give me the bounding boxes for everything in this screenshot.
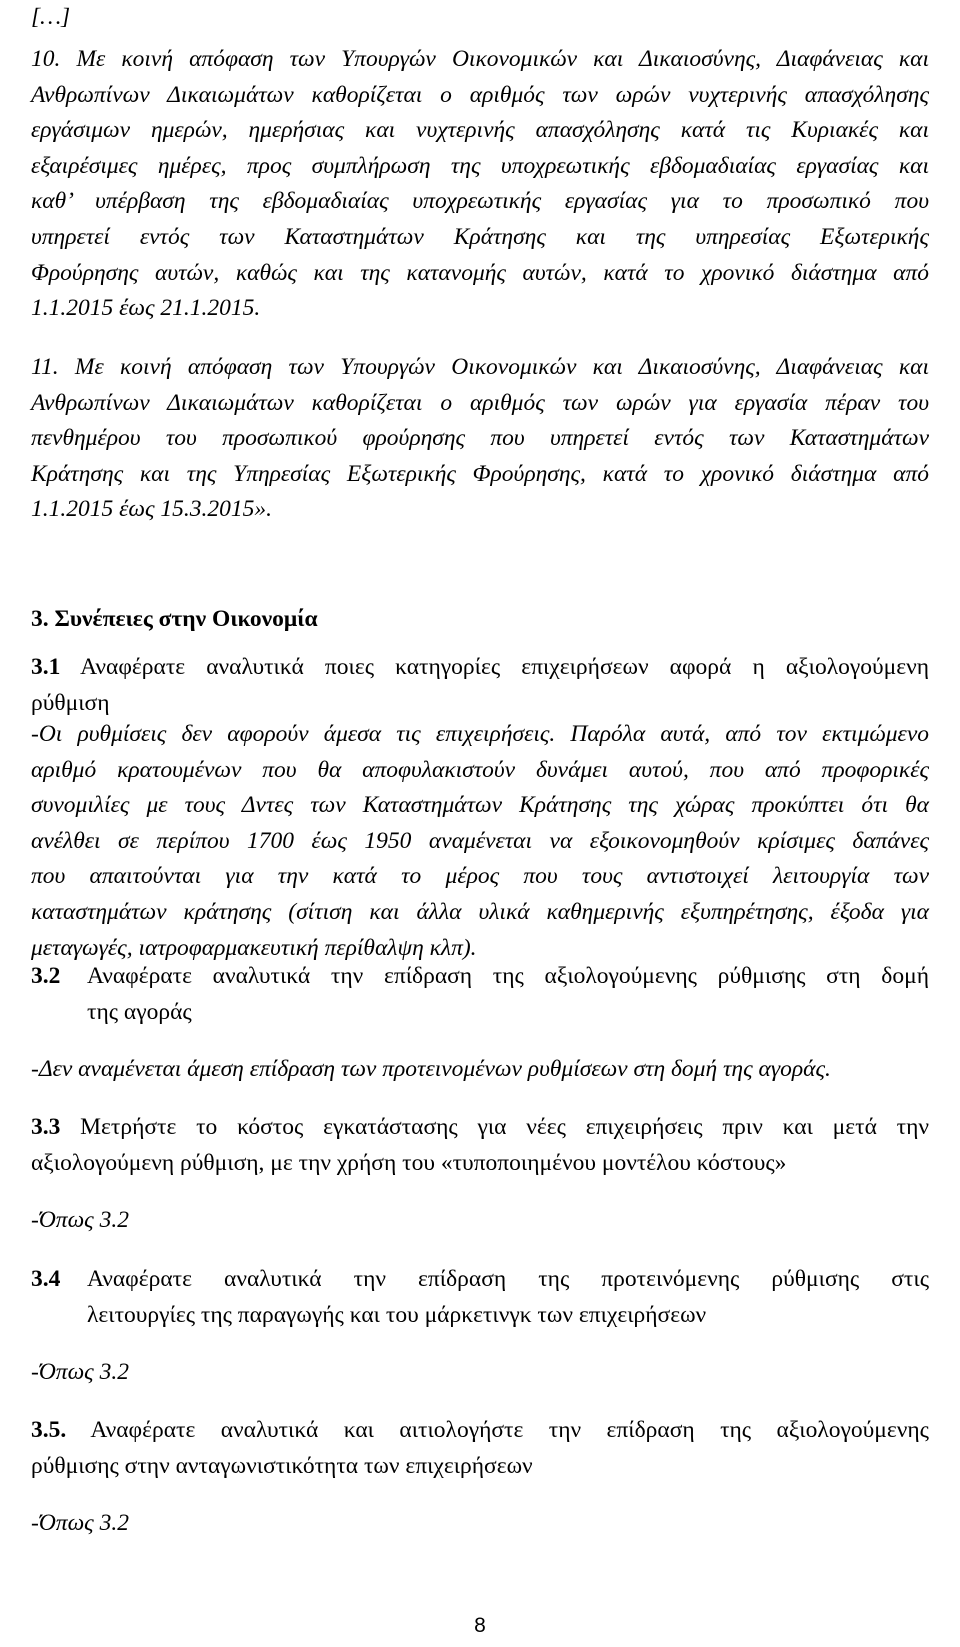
answer-3-3: -Όπως 3.2 bbox=[31, 1207, 129, 1233]
question-text: της αγοράς bbox=[87, 998, 192, 1025]
question-3-2 bbox=[31, 959, 929, 1030]
paragraph-11 bbox=[31, 350, 929, 528]
text-line: καθ’ υπέρβαση της εβδομαδιαίας υποχρεωτικής εργασίας για το προσωπικό που bbox=[31, 188, 929, 215]
section-heading: 3. Συνέπειες στην Οικονομία bbox=[31, 606, 318, 632]
question-number: 3.5. bbox=[31, 1417, 67, 1443]
page-number: 8 bbox=[474, 1614, 486, 1637]
question-text: ρύθμιση bbox=[31, 689, 110, 716]
text-line: υπηρετεί εντός των Καταστημάτων Κράτησης και της υπηρεσίας Εξωτερικής bbox=[31, 223, 929, 250]
text-line: πενθημέρου του προσωπικού φρούρησης που υπηρετεί εντός των Καταστημάτων bbox=[31, 425, 929, 452]
text-line: συνομιλίες με τους Δντες των Καταστημάτων Κράτησης της χώρας προκύπτει ότι θα bbox=[31, 792, 929, 819]
question-text: ρύθμισης στην ανταγωνιστικότητα των επιχειρήσεων bbox=[31, 1452, 533, 1479]
question-text: Αναφέρατε αναλυτικά την επίδραση της προτεινόμενης ρύθμισης στις bbox=[87, 1266, 929, 1292]
question-text: λειτουργίες της παραγωγής και του μάρκετινγκ των επιχειρήσεων bbox=[87, 1301, 707, 1328]
text-line: Ανθρωπίνων Δικαιωμάτων καθορίζεται ο αριθμός των ωρών για εργασία πέραν του bbox=[31, 389, 929, 416]
question-text: αξιολογούμενη ρύθμιση, με την χρήση του «τυποποιημένου μοντέλου κόστους» bbox=[31, 1149, 787, 1176]
text-line: αριθμό κρατουμένων που θα αποφυλακιστούν δυνάμει αυτού, που από προφορικές bbox=[31, 756, 929, 783]
question-number: 3.3 bbox=[31, 1114, 61, 1140]
text-line: ανέλθει σε περίπου 1700 έως 1950 αναμένεται να εξοικονομηθούν κρίσιμες δαπάνες bbox=[31, 827, 929, 854]
question-number: 3.4 bbox=[31, 1266, 61, 1292]
text-line: 10. Με κοινή απόφαση των Υπουργών Οικονομικών και Δικαιοσύνης, Διαφάνειας και bbox=[31, 46, 929, 72]
text-line: καταστημάτων κράτησης (σίτιση και άλλα υλικά καθημερινής εξυπηρέτησης, έξοδα για bbox=[31, 898, 929, 925]
text-line: 1.1.2015 έως 15.3.2015». bbox=[31, 496, 273, 523]
answer-3-5: -Όπως 3.2 bbox=[31, 1510, 129, 1536]
text-line: εξαιρέσιμες ημέρες, προς συμπλήρωση της υποχρεωτικής εβδομαδιαίας εργασίας και bbox=[31, 152, 929, 179]
question-3-5 bbox=[31, 1413, 929, 1484]
text-line: 11. Με κοινή απόφαση των Υπουργών Οικονομικών και Δικαιοσύνης, Διαφάνειας και bbox=[31, 354, 929, 380]
text-line: -Οι ρυθμίσεις δεν αφορούν άμεσα τις επιχειρήσεις. Παρόλα αυτά, από τον εκτιμώμενο bbox=[31, 721, 929, 747]
text-line: Φρούρησης αυτών, καθώς και της κατανομής αυτών, κατά το χρονικό διάστημα από bbox=[31, 259, 929, 286]
paragraph-10 bbox=[31, 42, 929, 327]
question-text: Μετρήστε το κόστος εγκατάστασης για νέες επιχειρήσεις πριν και μετά την bbox=[60, 1114, 929, 1140]
question-number: 3.2 bbox=[31, 963, 61, 989]
answer-3-4: -Όπως 3.2 bbox=[31, 1359, 129, 1385]
answer-3-1 bbox=[31, 717, 929, 966]
text-line: Κράτησης και της Υπηρεσίας Εξωτερικής Φρούρησης, κατά το χρονικό διάστημα από bbox=[31, 460, 929, 487]
question-3-4 bbox=[31, 1262, 929, 1333]
text-line: που απαιτούνται για την κατά το μέρος που τους αντιστοιχεί λειτουργία των bbox=[31, 863, 929, 890]
answer-3-2: -Δεν αναμένεται άμεση επίδραση των προτεινομένων ρυθμίσεων στη δομή της αγοράς. bbox=[31, 1056, 831, 1082]
text-line: εργάσιμων ημερών, ημερήσιας και νυχτερινής απασχόλησης κατά τις Κυριακές και bbox=[31, 117, 929, 144]
ellipsis-marker: […] bbox=[31, 4, 71, 30]
question-3-1 bbox=[31, 650, 929, 721]
text-line: 1.1.2015 έως 21.1.2015. bbox=[31, 295, 261, 322]
text-line: μεταγωγές, ιατροφαρμακευτική περίθαλψη κλπ). bbox=[31, 934, 477, 961]
question-text: Αναφέρατε αναλυτικά και αιτιολογήστε την επίδραση της αξιολογούμενης bbox=[66, 1417, 929, 1443]
question-3-3 bbox=[31, 1110, 929, 1181]
question-text: Αναφέρατε αναλυτικά την επίδραση της αξιολογούμενης ρύθμισης στη δομή bbox=[87, 963, 929, 989]
question-text: Αναφέρατε αναλυτικά ποιες κατηγορίες επιχειρήσεων αφορά η αξιολογούμενη bbox=[60, 654, 929, 680]
text-line: Ανθρωπίνων Δικαιωμάτων καθορίζεται ο αριθμός των ωρών νυχτερινής απασχόλησης bbox=[31, 81, 929, 108]
question-number: 3.1 bbox=[31, 654, 61, 680]
